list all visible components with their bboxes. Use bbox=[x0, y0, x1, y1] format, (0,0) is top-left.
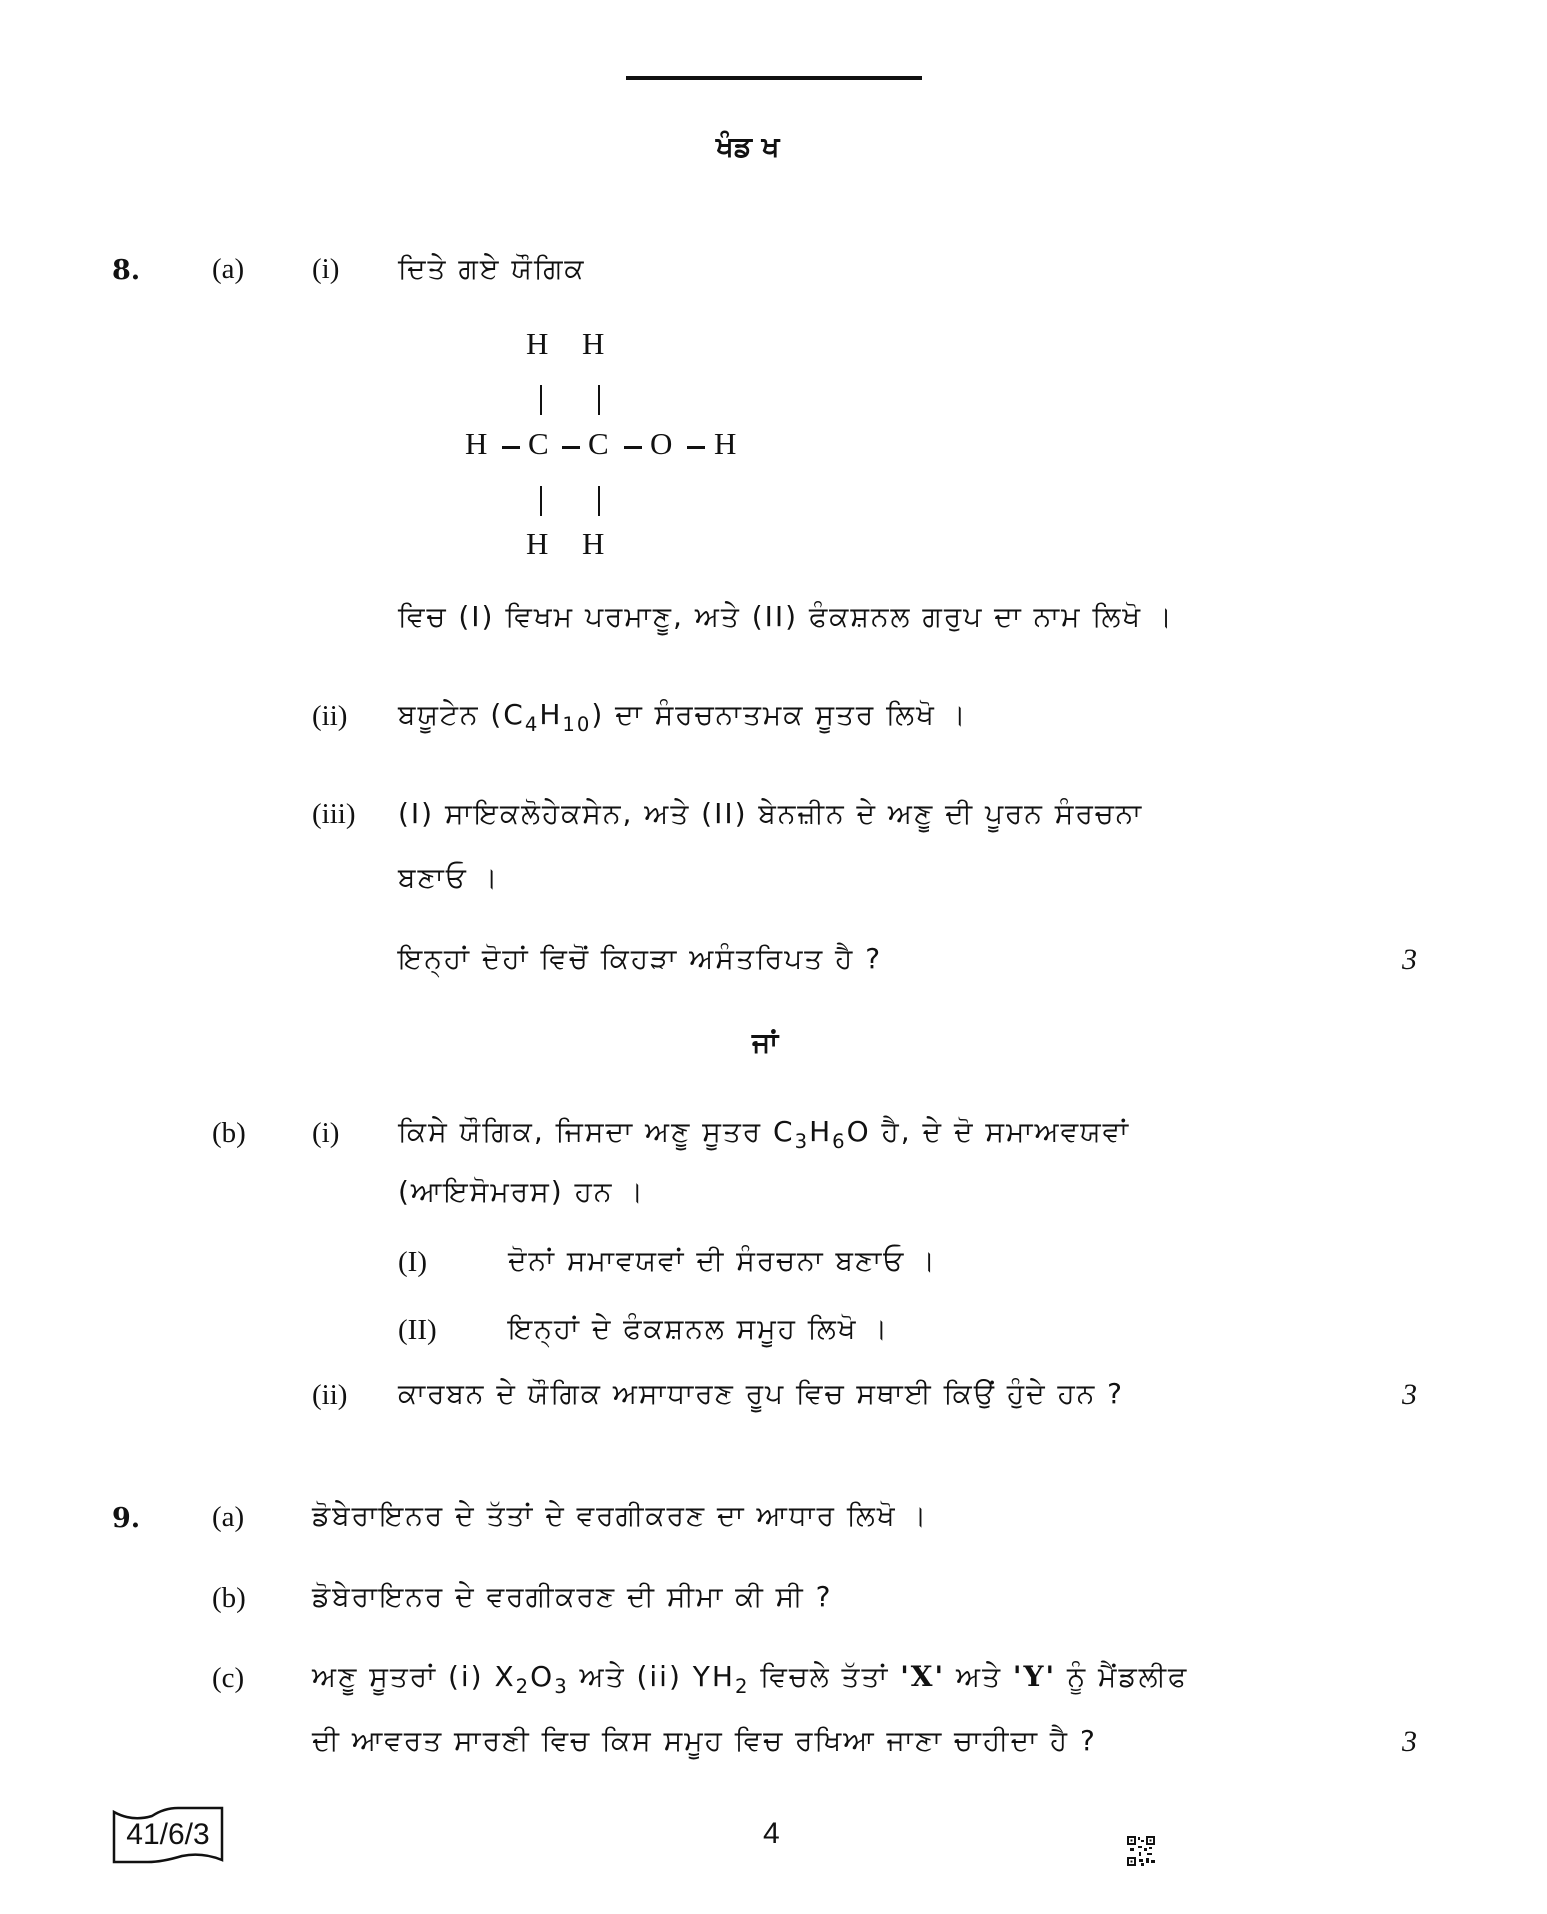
section-heading: ਖੰਡ ਖ bbox=[716, 130, 780, 163]
q8-b-i-I-text: ਦੋਨਾਂ ਸਮਾਵਯਵਾਂ ਦੀ ਸੰਰਚਨਾ ਬਣਾਓ । bbox=[508, 1244, 938, 1277]
atom-h-right: H bbox=[714, 426, 737, 461]
bond-horizontal bbox=[687, 446, 705, 449]
atom-c-1: C bbox=[528, 426, 549, 461]
q8-b-i-II-label: (II) bbox=[398, 1314, 437, 1346]
q8-a-iii-line2: ਬਣਾਓ । bbox=[398, 861, 500, 894]
q8-a-ii-text: ਬਯੂਟੇਨ $(C_4H_{10})$ ਦਾ ਸੰਰਚਨਾਤਮਕ ਸੂਤਰ ਲਿਖੋ । bbox=[398, 698, 968, 736]
q8-b-i-I-label: (I) bbox=[398, 1246, 427, 1278]
q8-a-iii-line3: ਇਨ੍ਹਾਂ ਦੋਹਾਂ ਵਿਚੋਂ ਕਿਹੜਾ ਅਸੰਤਰਿਪਤ ਹੈ ? bbox=[398, 942, 883, 975]
bond-horizontal bbox=[502, 446, 520, 449]
q9-b-text: ਡੋਬੇਰਾਇਨਰ ਦੇ ਵਰਗੀਕਰਣ ਦੀ ਸੀਮਾ ਕੀ ਸੀ ? bbox=[312, 1580, 833, 1613]
atom-h-bottom-2: H bbox=[582, 526, 605, 561]
bond-vertical bbox=[540, 385, 542, 415]
bond-vertical bbox=[598, 486, 600, 516]
atom-h-top-1: H bbox=[526, 326, 549, 361]
q9-c-line1: ਅਣੂ ਸੂਤਰਾਂ (i) $X_2O_3$ ਅਤੇ (ii) $YH_2$ ਵਿਚਲੇ ਤੱਤਾਂ 'X' ਅਤੇ 'Y' ਨੂੰ ਮੈਂਡਲੀਫ bbox=[312, 1660, 1189, 1698]
q8-a-i-label: (i) bbox=[312, 253, 340, 285]
marks-q8b: 3 bbox=[1402, 1378, 1417, 1411]
q8-a-iii-label: (iii) bbox=[312, 798, 356, 830]
marks-q8a: 3 bbox=[1402, 943, 1417, 976]
q8-b-i-II-text: ਇਨ੍ਹਾਂ ਦੇ ਫੰਕਸ਼ਨਲ ਸਮੂਹ ਲਿਖੋ । bbox=[508, 1312, 890, 1345]
atom-c-2: C bbox=[588, 426, 609, 461]
atom-o: O bbox=[650, 426, 673, 461]
bond-vertical bbox=[598, 385, 600, 415]
q8-part-a-label: (a) bbox=[212, 253, 245, 285]
q8-a-i-question: ਵਿਚ (I) ਵਿਖਮ ਪਰਮਾਣੂ, ਅਤੇ (II) ਫੰਕਸ਼ਨਲ ਗਰੁਪ ਦਾ ਨਾਮ ਲਿਖੋ । bbox=[398, 600, 1174, 633]
paper-code: 41/6/3 bbox=[126, 1818, 210, 1851]
question-9-number: 9. bbox=[112, 1503, 141, 1534]
q8-a-ii-label: (ii) bbox=[312, 700, 348, 732]
q9-part-b-label: (b) bbox=[212, 1582, 246, 1614]
q8-a-i-intro: ਦਿਤੇ ਗਏ ਯੌਗਿਕ bbox=[398, 252, 586, 285]
bond-horizontal bbox=[624, 446, 642, 449]
q8-b-i-label: (i) bbox=[312, 1117, 340, 1149]
q8-a-iii-line1: (I) ਸਾਇਕਲੋਹੇਕਸੇਨ, ਅਤੇ (II) ਬੇਨਜ਼ੀਨ ਦੇ ਅਣੂ ਦੀ ਪੂਰਨ ਸੰਰਚਨਾ bbox=[398, 797, 1144, 830]
paper-code-badge bbox=[112, 1806, 224, 1864]
q9-c-line2: ਦੀ ਆਵਰਤ ਸਾਰਣੀ ਵਿਚ ਕਿਸ ਸਮੂਹ ਵਿਚ ਰਖਿਆ ਜਾਣਾ ਚਾਹੀਦਾ ਹੈ ? bbox=[312, 1724, 1097, 1757]
page-number: 4 bbox=[763, 1817, 780, 1850]
atom-h-top-2: H bbox=[582, 326, 605, 361]
or-separator: ਜਾਂ bbox=[752, 1026, 779, 1059]
q8-b-i-line2: (ਆਇਸੋਮਰਸ) ਹਨ । bbox=[398, 1175, 646, 1208]
marks-q9: 3 bbox=[1402, 1725, 1417, 1758]
section-top-rule bbox=[626, 76, 922, 80]
q9-a-text: ਡੋਬੇਰਾਇਨਰ ਦੇ ਤੱਤਾਂ ਦੇ ਵਰਗੀਕਰਣ ਦਾ ਆਧਾਰ ਲਿਖੋ । bbox=[312, 1499, 929, 1532]
q8-b-ii-text: ਕਾਰਬਨ ਦੇ ਯੌਗਿਕ ਅਸਾਧਾਰਣ ਰੂਪ ਵਿਚ ਸਥਾਈ ਕਿਉਂ ਹੁੰਦੇ ਹਨ ? bbox=[398, 1377, 1124, 1410]
q9-part-c-label: (c) bbox=[212, 1662, 245, 1694]
q9-part-a-label: (a) bbox=[212, 1501, 245, 1533]
question-8-number: 8. bbox=[112, 255, 141, 286]
bond-horizontal bbox=[562, 446, 580, 449]
q8-part-b-label: (b) bbox=[212, 1117, 246, 1149]
atom-h-left: H bbox=[465, 426, 488, 461]
atom-h-bottom-1: H bbox=[526, 526, 549, 561]
q8-b-ii-label: (ii) bbox=[312, 1379, 348, 1411]
q8-b-i-line1: ਕਿਸੇ ਯੌਗਿਕ, ਜਿਸਦਾ ਅਣੂ ਸੂਤਰ $C_3H_6O$ ਹੈ, ਦੇ ਦੋ ਸਮਾਅਵਯਵਾਂ bbox=[398, 1115, 1131, 1153]
bond-vertical bbox=[540, 486, 542, 516]
qr-code-icon bbox=[1127, 1836, 1155, 1866]
